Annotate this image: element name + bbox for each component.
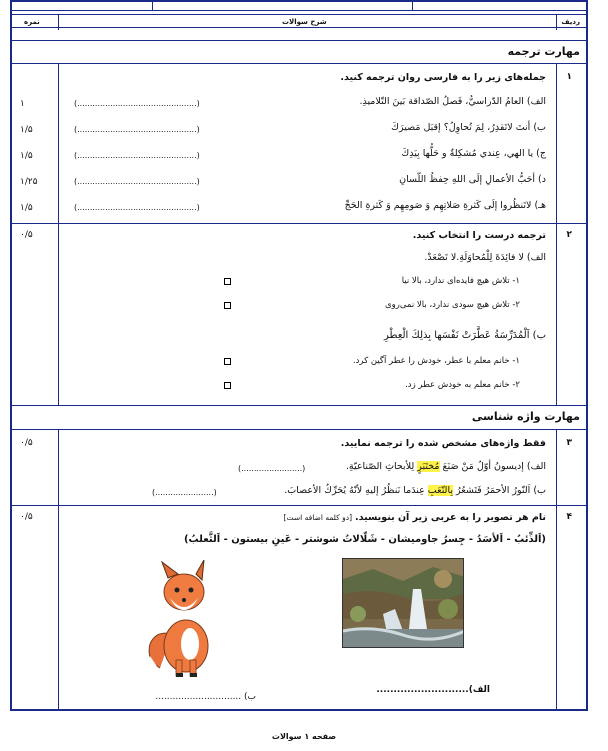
- section-title-vocabulary: مهارت واژه شناسی: [471, 410, 580, 423]
- highlighted-word: بِالتّعَبِ: [427, 485, 453, 496]
- score: ۱/۲۵: [20, 177, 38, 187]
- sentence-end: لِلأبحاثِ الصّناعيّةِ.: [345, 461, 418, 472]
- fox-image: [140, 560, 224, 680]
- page-footer: صفحه ۱ سوالات: [271, 732, 337, 741]
- q3-item-a: [346, 461, 546, 472]
- q2-item-a: الف) لا فائِدَةَ لِلْمُحاوَلَةِ.لا تَصْعَدْ.: [424, 252, 546, 263]
- divider: [412, 2, 413, 11]
- score: ۰/۵: [20, 512, 33, 522]
- answer-blank[interactable]: (........................): [238, 464, 306, 473]
- divider: [58, 14, 59, 30]
- question-prompt: ترجمه درست را انتخاب کنید.: [412, 230, 546, 241]
- answer-blank[interactable]: (...............................................): [74, 177, 200, 186]
- waterfall-image: [343, 559, 464, 648]
- score: ۱/۵: [20, 151, 33, 161]
- q1-item-e: هـ) لاتَنظُروا إلَى كَثرةِ صَلاتِهِم وَ صَومِهِم وَ كَثرةِ الحَجِّ: [344, 200, 546, 211]
- q3-item-b: [284, 485, 546, 496]
- top-border-row: [12, 2, 586, 11]
- highlighted-word: مُختَبَرٍ: [417, 461, 440, 472]
- divider: [12, 63, 586, 64]
- sentence-start: الف) إديسونُ أوّلُ مَنْ صَنَعَ: [439, 461, 546, 472]
- q2-a-option-1: ۱- تلاش هیچ فایده‌ای ندارد، بالا نیا: [401, 276, 520, 286]
- question-number: ۴: [566, 512, 572, 522]
- q2-item-b: ب) اَلْمُدَرِّسَةُ عَطَّرَتْ نَفْسَها بِذلِكَ الْعِطْرِ: [383, 330, 546, 341]
- divider: [12, 40, 586, 41]
- question-number: ۱: [566, 72, 572, 82]
- q2-b-option-2: ۲- خانم معلم به خودش عطر زد.: [405, 380, 520, 390]
- description-column-header: شرح سوالات: [282, 18, 327, 26]
- question-number: ۲: [566, 230, 572, 240]
- q1-item-b: ب) أنتَ لاتَقدِرُ، لِمَ تُحاوِلُ؟ إقبَل مَصيرَكَ: [391, 122, 546, 133]
- table-header: [12, 14, 586, 28]
- section-title-translation: مهارت ترجمه: [507, 45, 580, 58]
- answer-label-b[interactable]: ب) ..............................: [155, 692, 256, 702]
- divider: [12, 223, 586, 224]
- divider: [12, 505, 586, 506]
- divider: [12, 405, 586, 406]
- question-number: ۳: [566, 438, 572, 448]
- sentence-end: عِندَما نَنظُرُ إليهِ لأنّهُ يُحَرِّكُ الأعصابَ.: [284, 485, 428, 496]
- answer-blank[interactable]: (.......................): [152, 488, 217, 497]
- answer-blank[interactable]: (...............................................): [74, 151, 200, 160]
- sentence-start: ب) اَلنّورُ الأحمَرُ فَتَشعُرُ: [453, 485, 546, 496]
- question-prompt: فقط واژه‌های مشخص شده را ترجمه نمایید.: [340, 438, 546, 449]
- answer-blank[interactable]: (...............................................): [74, 203, 200, 212]
- option-checkbox[interactable]: [224, 278, 231, 285]
- answer-blank[interactable]: (...............................................): [74, 125, 200, 134]
- score: ۱: [20, 99, 25, 109]
- q1-item-a: الف) العامُ الدّراسيُّ، فَصلُ الصّداقة بَينَ التّلاميذِ.: [359, 96, 546, 107]
- divider: [556, 429, 557, 711]
- q1-item-c: ج) يا الهي، عِندي مُشكِلةٌ و حَلُّها بِيَدِكَ: [401, 148, 546, 159]
- answer-label-a[interactable]: الف)...........................: [376, 685, 490, 695]
- divider: [152, 2, 153, 11]
- q2-b-option-1: ۱- خانم معلم با عطر، خودش را عطر آگین کرد.: [352, 356, 520, 366]
- word-options: (اَلذِّئبُ - اَلأسَدُ - جِسرُ جاوميشان - شَلّالاتُ شوشتر - عَينِ بيستون - اَلثَّعلبُ): [183, 534, 546, 545]
- row-column-header: ردیف: [561, 18, 580, 26]
- option-checkbox[interactable]: [224, 382, 231, 389]
- score: ۰/۵: [20, 230, 33, 240]
- question-prompt: نام هر تصویر را به عربی زیر آن بنویسید.: [355, 512, 546, 523]
- divider: [58, 63, 59, 405]
- divider: [12, 429, 586, 430]
- question-prompt: جمله‌های زیر را به فارسی روان ترجمه کنید.: [340, 72, 546, 83]
- q2-a-option-2: ۲- تلاش هیچ سودی ندارد، بالا نمی‌روی: [384, 300, 520, 310]
- divider: [556, 14, 557, 30]
- exam-sheet: [10, 0, 588, 711]
- option-checkbox[interactable]: [224, 358, 231, 365]
- waterfall-photo: [342, 558, 464, 648]
- divider: [556, 63, 557, 405]
- divider: [58, 429, 59, 711]
- question-prompt-line: [284, 512, 546, 523]
- score: ۱/۵: [20, 125, 33, 135]
- option-checkbox[interactable]: [224, 302, 231, 309]
- q1-item-d: د) أحَبُّ الأعمالِ إلَى اللهِ حِفظُ اللّسانِ: [399, 174, 546, 185]
- prompt-note: [دو کلمه اضافه است]: [283, 513, 352, 522]
- score: ۱/۵: [20, 203, 33, 213]
- score: ۰/۵: [20, 438, 33, 448]
- score-column-header: نمره: [24, 18, 40, 26]
- answer-blank[interactable]: (...............................................): [74, 99, 200, 108]
